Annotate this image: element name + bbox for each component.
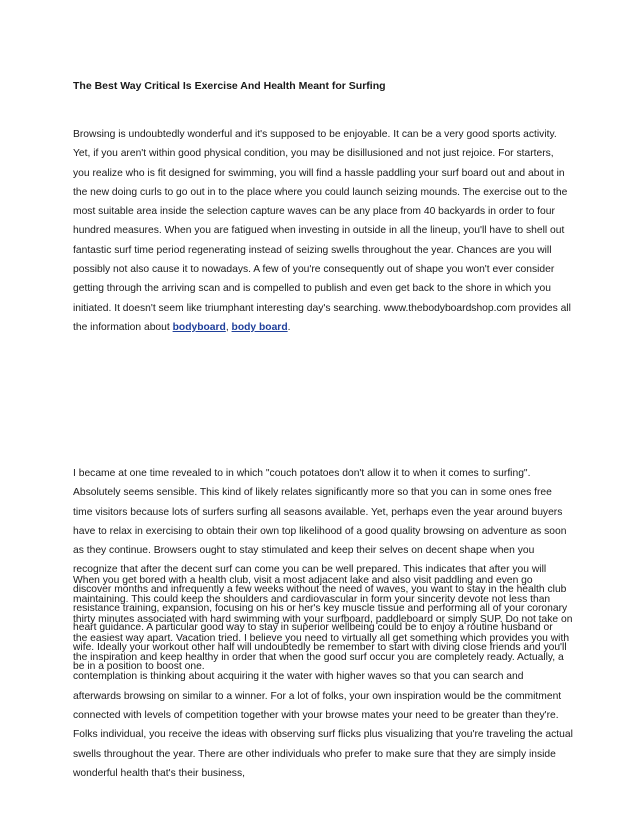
paragraph-2: I became at one time revealed to in which "couch potatoes don't allow it to when it comes to surfing". Absolutely seems sensible. This kind of likely relates significantly more so that you can in some ones free time visitors because lots of surfers surfing all seasons available. Yet, perhaps even the year around buyers have to relax in exercising to obtain their own top likelihood of a good quality browsing on adventure as soon as they continue. Browsers ought to stay stimulated and keep their selves on decent shape when you recognize that after the decent surf can come you can be well prepared. This indicates that after you will discover months and infrequently a few weeks without the need of waves, you want to stay in the health club resistance training, expansion, focusing on his or her's key muscle tissue and performing all of your coronary heart guidance. A particular good way to stay in superior wellbeing could be to enjoy a routine husband or wife. Ideally your workout other half will undoubtedly be remember to start with diving close friends and you'll be in a position to boost one. bbox=[73, 468, 568, 672]
document-title: The Best Way Critical Is Exercise And Health Meant for Surfing bbox=[73, 80, 386, 92]
paragraph-1 bbox=[73, 125, 573, 337]
paragraph-1-end: . bbox=[287, 321, 291, 333]
paragraph-1-text: Browsing is undoubtedly wonderful and it's supposed to be enjoyable. It can be a very good sports activity. Yet, if you aren't within good physical condition, you may be disillusioned and not just rejoice. For starters, you realize who is fit designed for swimming, you will find a hassle paddling your surf board out and about in the new doing curls to go out in to the place where you could launch seizing mounds. The exercise out to the most suitable area inside the selection capture waves can be any place from 40 backyards in order to four hundred measures. When you are fatigued when investing in outside in all the lineup, you'll have to shell out fantastic surf time period regenerating instead of seizing swells throughout the year. Chances are you will possibly not also cause it to nowadays. A few of you're consequently out of shape you won't ever consider getting through the arriving scan and is compelled to publish and even get back to the shore in which you initiated. It doesn't seem like triumphant interesting day's searching. www.thebodyboardshop.com provides all the information about bbox=[73, 129, 571, 333]
link-separator: , bbox=[225, 321, 232, 333]
body-board-link[interactable]: body board bbox=[231, 321, 288, 333]
paragraph-3: When you get bored with a health club, visit a most adjacent lake and also visit paddling and even go maintaining. This could keep the shoulders and cardiovascular in form your sincerity devote not less than thirty minutes associated with hard swimming with your surfboard, paddleboard or simply SUP. Do not take on the easiest way apart. Vacation tried. I believe you need to virtually all get something which provides you with the inspiration and keep healthy in order that when the good surf occur you are completely ready. Actually, a contemplation is thinking about acquiring it the water with higher waves so that you can search and afterwards browsing on similar to a winner. For a lot of folks, your own inspiration would be the commitment connected with levels of competition together with your browse mates your need to be greater than they're. Folks individual, you receive the ideas with observing surf flicks plus visualizing that you're traveling the actual swells throughout the year. There are other individuals who prefer to make sure that they are simply inside wonderful health that's their business, bbox=[73, 575, 573, 779]
bodyboard-link[interactable]: bodyboard bbox=[172, 321, 226, 333]
